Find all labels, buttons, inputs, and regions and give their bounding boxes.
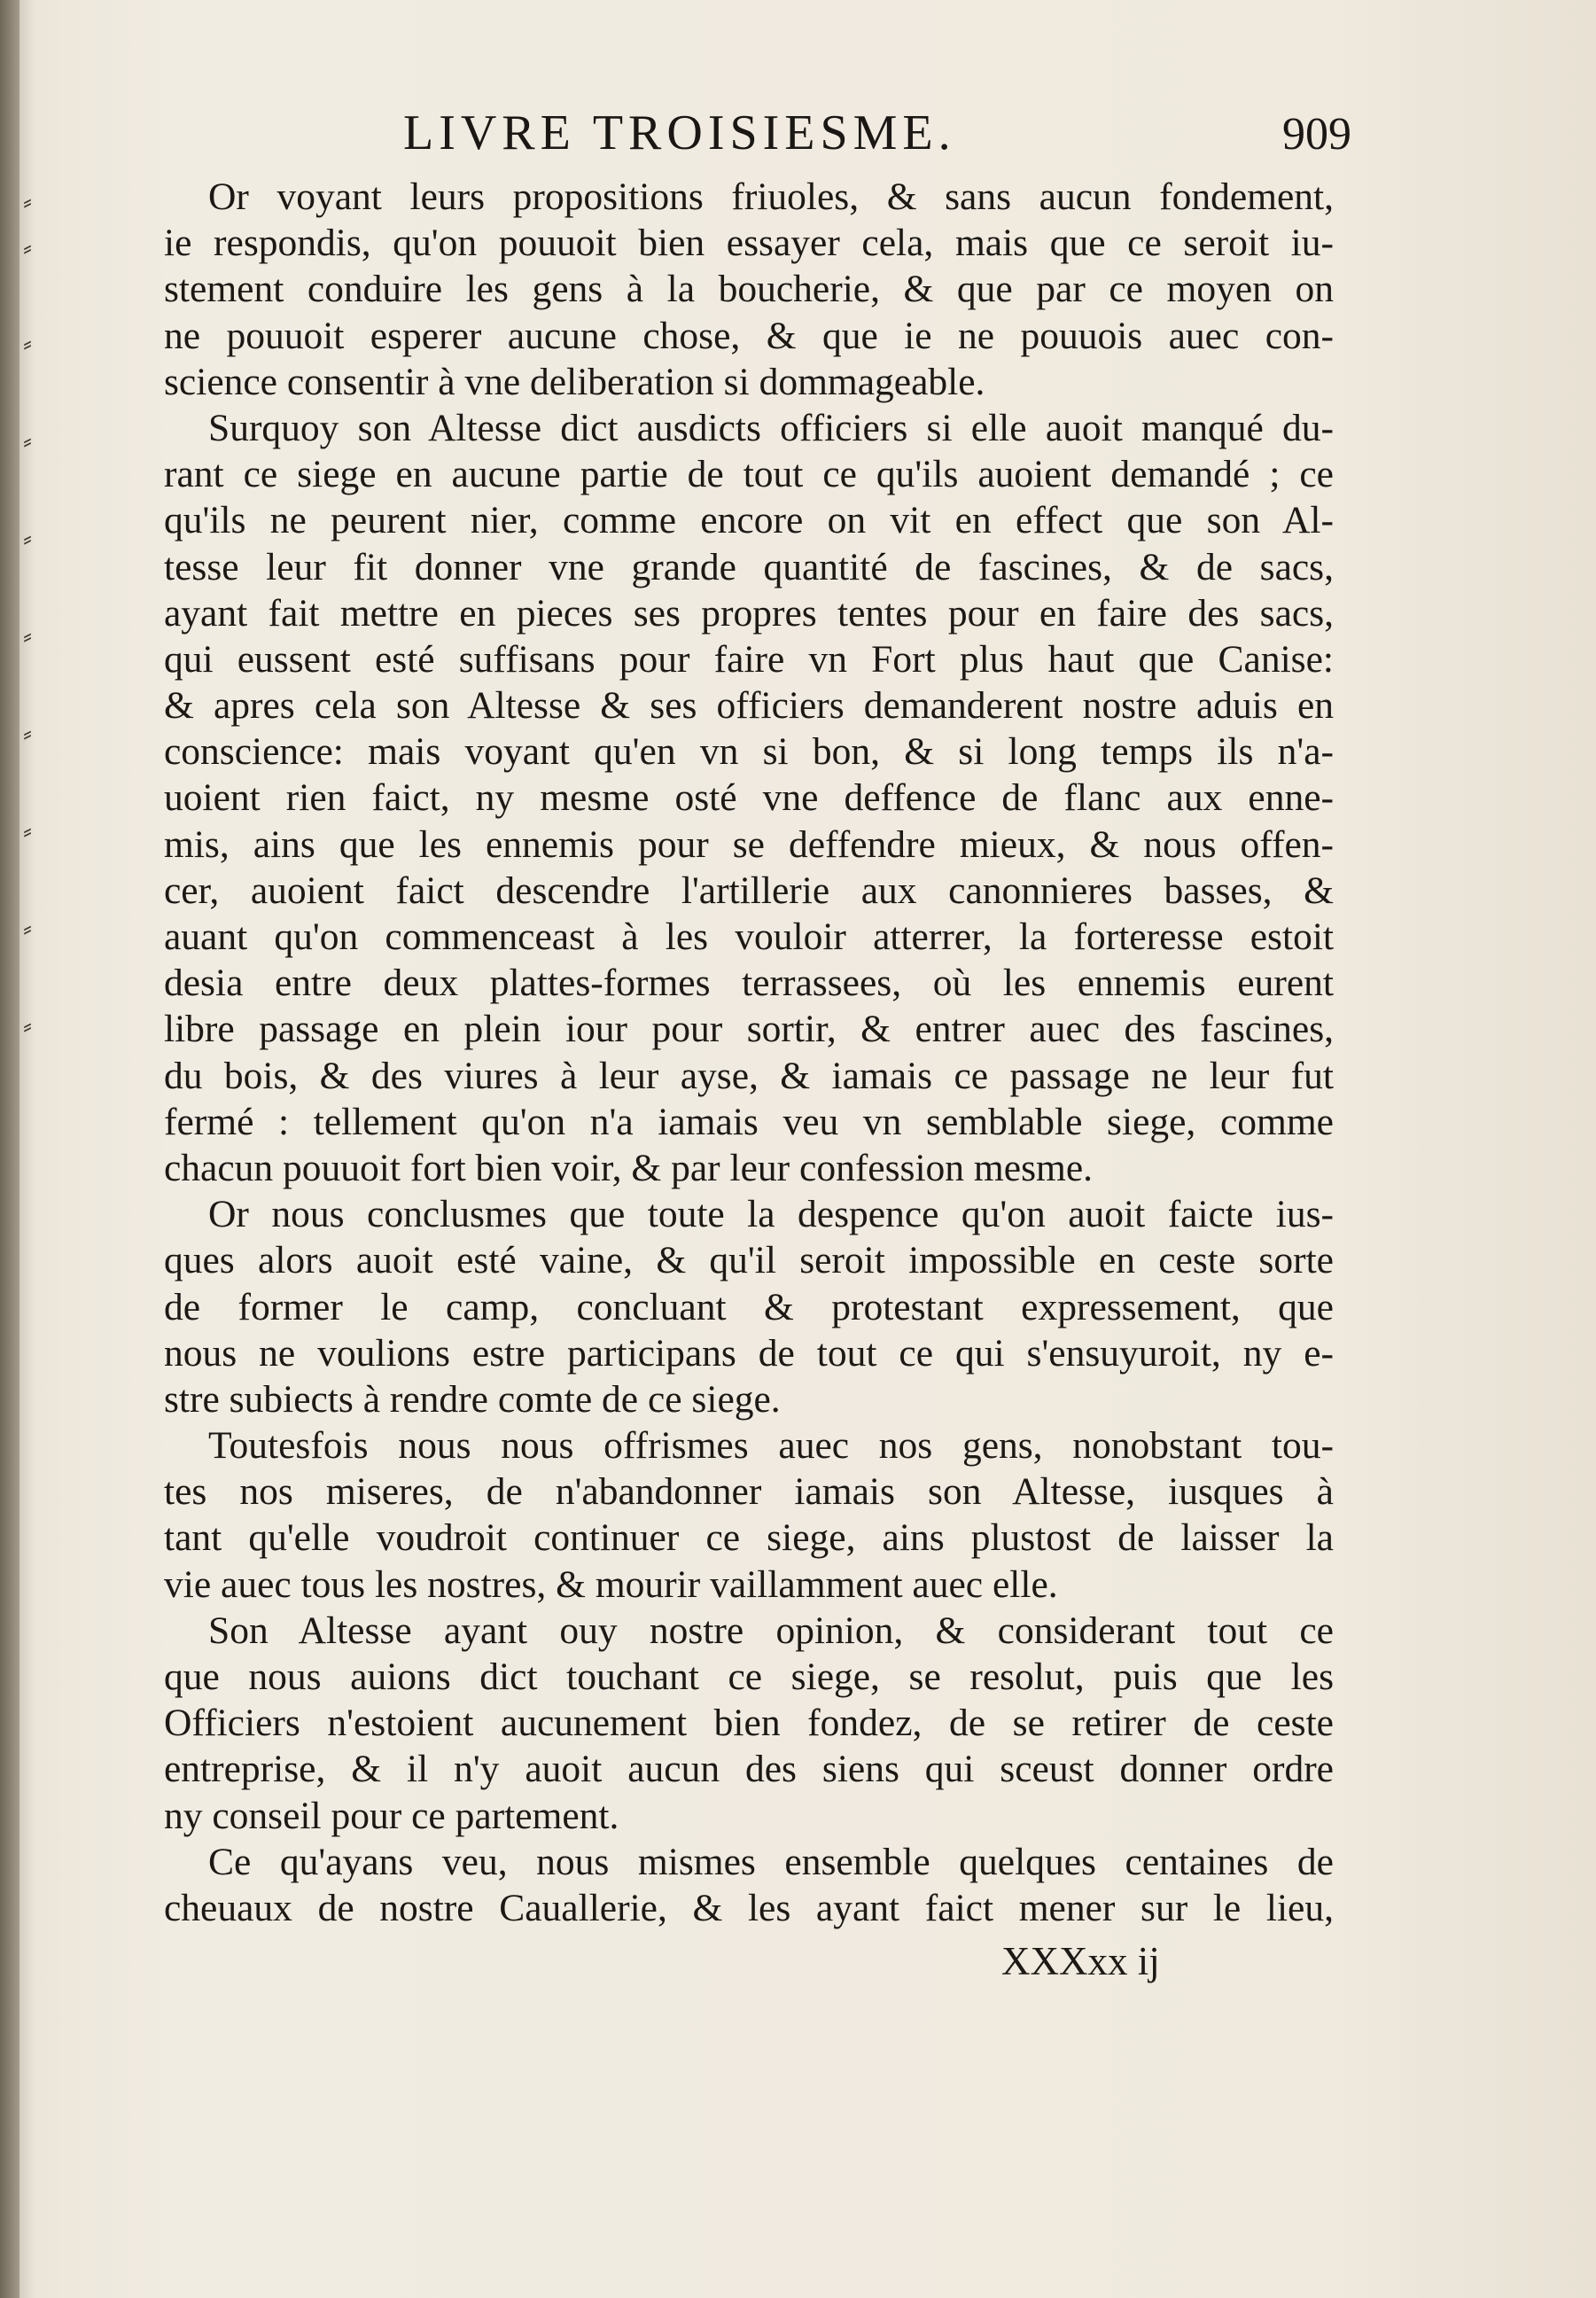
text-line: science consentir à vne deliberation si dommageable. — [164, 360, 985, 403]
text-line: auant qu'on commenceast à les vouloir atterrer, la forteresse estoit — [164, 915, 1334, 958]
text-line: stement conduire les gens à la boucherie, & que par ce moyen on — [164, 268, 1334, 311]
text-line: desia entre deux plattes-formes terrassees, où les ennemis eurent — [164, 962, 1334, 1005]
text-line: libre passage en plein iour pour sortir, & entrer auec des fascines, — [164, 1008, 1334, 1051]
text-line: tesse leur fit donner vne grande quantité de fascines, & de sacs, — [164, 545, 1334, 588]
page-header — [208, 105, 1351, 170]
text-line: Officiers n'estoient aucunement bien fondez, de se retirer de ceste — [164, 1702, 1334, 1745]
text-line: Or voyant leurs propositions friuoles, & sans aucun fondement, — [208, 175, 1334, 218]
text-line: Surquoy son Altesse dict ausdicts officiers si elle auoit manqué du- — [208, 406, 1334, 449]
margin-mark: ⸗ — [23, 328, 32, 359]
text-line: qu'ils ne peurent nier, comme encore on vit en effect que son Al- — [164, 499, 1334, 542]
text-line: rant ce siege en aucune partie de tout ce qu'ils auoient demandé ; ce — [164, 453, 1334, 496]
margin-mark: ⸗ — [23, 718, 32, 749]
text-line: ques alors auoit esté vaine, & qu'il seroit impossible en ceste sorte — [164, 1239, 1334, 1282]
signature-mark: XXXxx ij — [1001, 1939, 1160, 1983]
text-line: entreprise, & il n'y auoit aucun des siens qui sceust donner ordre — [164, 1748, 1334, 1791]
text-line: Son Altesse ayant ouy nostre opinion, & considerant tout ce — [208, 1609, 1334, 1652]
text-line: mis, ains que les ennemis pour se deffendre mieux, & nous offen- — [164, 822, 1334, 866]
margin-mark: ⸗ — [23, 425, 32, 456]
text-line: cheuaux de nostre Cauallerie, & les ayant faict mener sur le lieu, — [164, 1886, 1334, 1929]
text-line: tant qu'elle voudroit continuer ce siege, ains plustost de laisser la — [164, 1516, 1334, 1560]
text-line: nous ne voulions estre participans de tout ce qui s'ensuyuroit, ny e- — [164, 1331, 1334, 1375]
text-line: stre subiects à rendre comte de ce siege. — [164, 1377, 781, 1421]
margin-mark: ⸗ — [23, 913, 32, 944]
text-line: Ce qu'ayans veu, nous mismes ensemble quelques centaines de — [208, 1840, 1334, 1883]
margin-mark: ⸗ — [23, 815, 32, 846]
text-line: ayant fait mettre en pieces ses propres tentes pour en faire des sacs, — [164, 591, 1334, 635]
text-line: du bois, & des viures à leur ayse, & iamais ce passage ne leur fut — [164, 1054, 1334, 1097]
margin-mark: ⸗ — [23, 232, 32, 263]
text-line: conscience: mais voyant qu'en vn si bon, & si long temps ils n'a- — [164, 730, 1334, 774]
text-line: fermé : tellement qu'on n'a iamais veu vn semblable siege, comme — [164, 1100, 1334, 1143]
text-line: uoient rien faict, ny mesme osté vne deffence de flanc aux enne- — [164, 776, 1334, 820]
body-text — [164, 174, 1334, 1931]
text-line: vie auec tous les nostres, & mourir vaillamment auec elle. — [164, 1562, 1058, 1606]
text-line: ne pouuoit esperer aucune chose, & que ie ne pouuois auec con- — [164, 314, 1334, 357]
margin-mark: ⸗ — [23, 523, 32, 554]
margin-mark: ⸗ — [23, 620, 32, 651]
page-number: 909 — [1282, 109, 1351, 160]
text-line: que nous auions dict touchant ce siege, se resolut, puis que les — [164, 1655, 1334, 1698]
text-line: chacun pouuoit fort bien voir, & par leur confession mesme. — [164, 1146, 1094, 1189]
text-line: ie respondis, qu'on pouuoit bien essayer cela, mais que ce seroit iu- — [164, 222, 1334, 265]
margin-mark: ⸗ — [23, 1010, 32, 1041]
text-line: Or nous conclusmes que toute la despence qu'on auoit faicte ius- — [208, 1193, 1334, 1236]
book-spine-shadow — [0, 0, 19, 2298]
text-line: qui eussent esté suffisans pour faire vn Fort plus haut que Canise: — [164, 637, 1334, 681]
text-line: cer, auoient faict descendre l'artillerie aux canonnieres basses, & — [164, 869, 1334, 912]
running-title: LIVRE TROISIESME. — [403, 105, 956, 160]
text-line: Toutesfois nous nous offrismes auec nos gens, nonobstant tou- — [208, 1424, 1334, 1468]
margin-ink-marks — [23, 186, 58, 1250]
text-line: de former le camp, concluant & protestant expressement, que — [164, 1285, 1334, 1328]
text-line: & apres cela son Altesse & ses officiers demanderent nostre aduis en — [164, 684, 1334, 728]
margin-mark: ⸗ — [23, 186, 32, 217]
text-line: tes nos miseres, de n'abandonner iamais son Altesse, iusques à — [164, 1470, 1334, 1514]
text-line: ny conseil pour ce partement. — [164, 1794, 619, 1837]
